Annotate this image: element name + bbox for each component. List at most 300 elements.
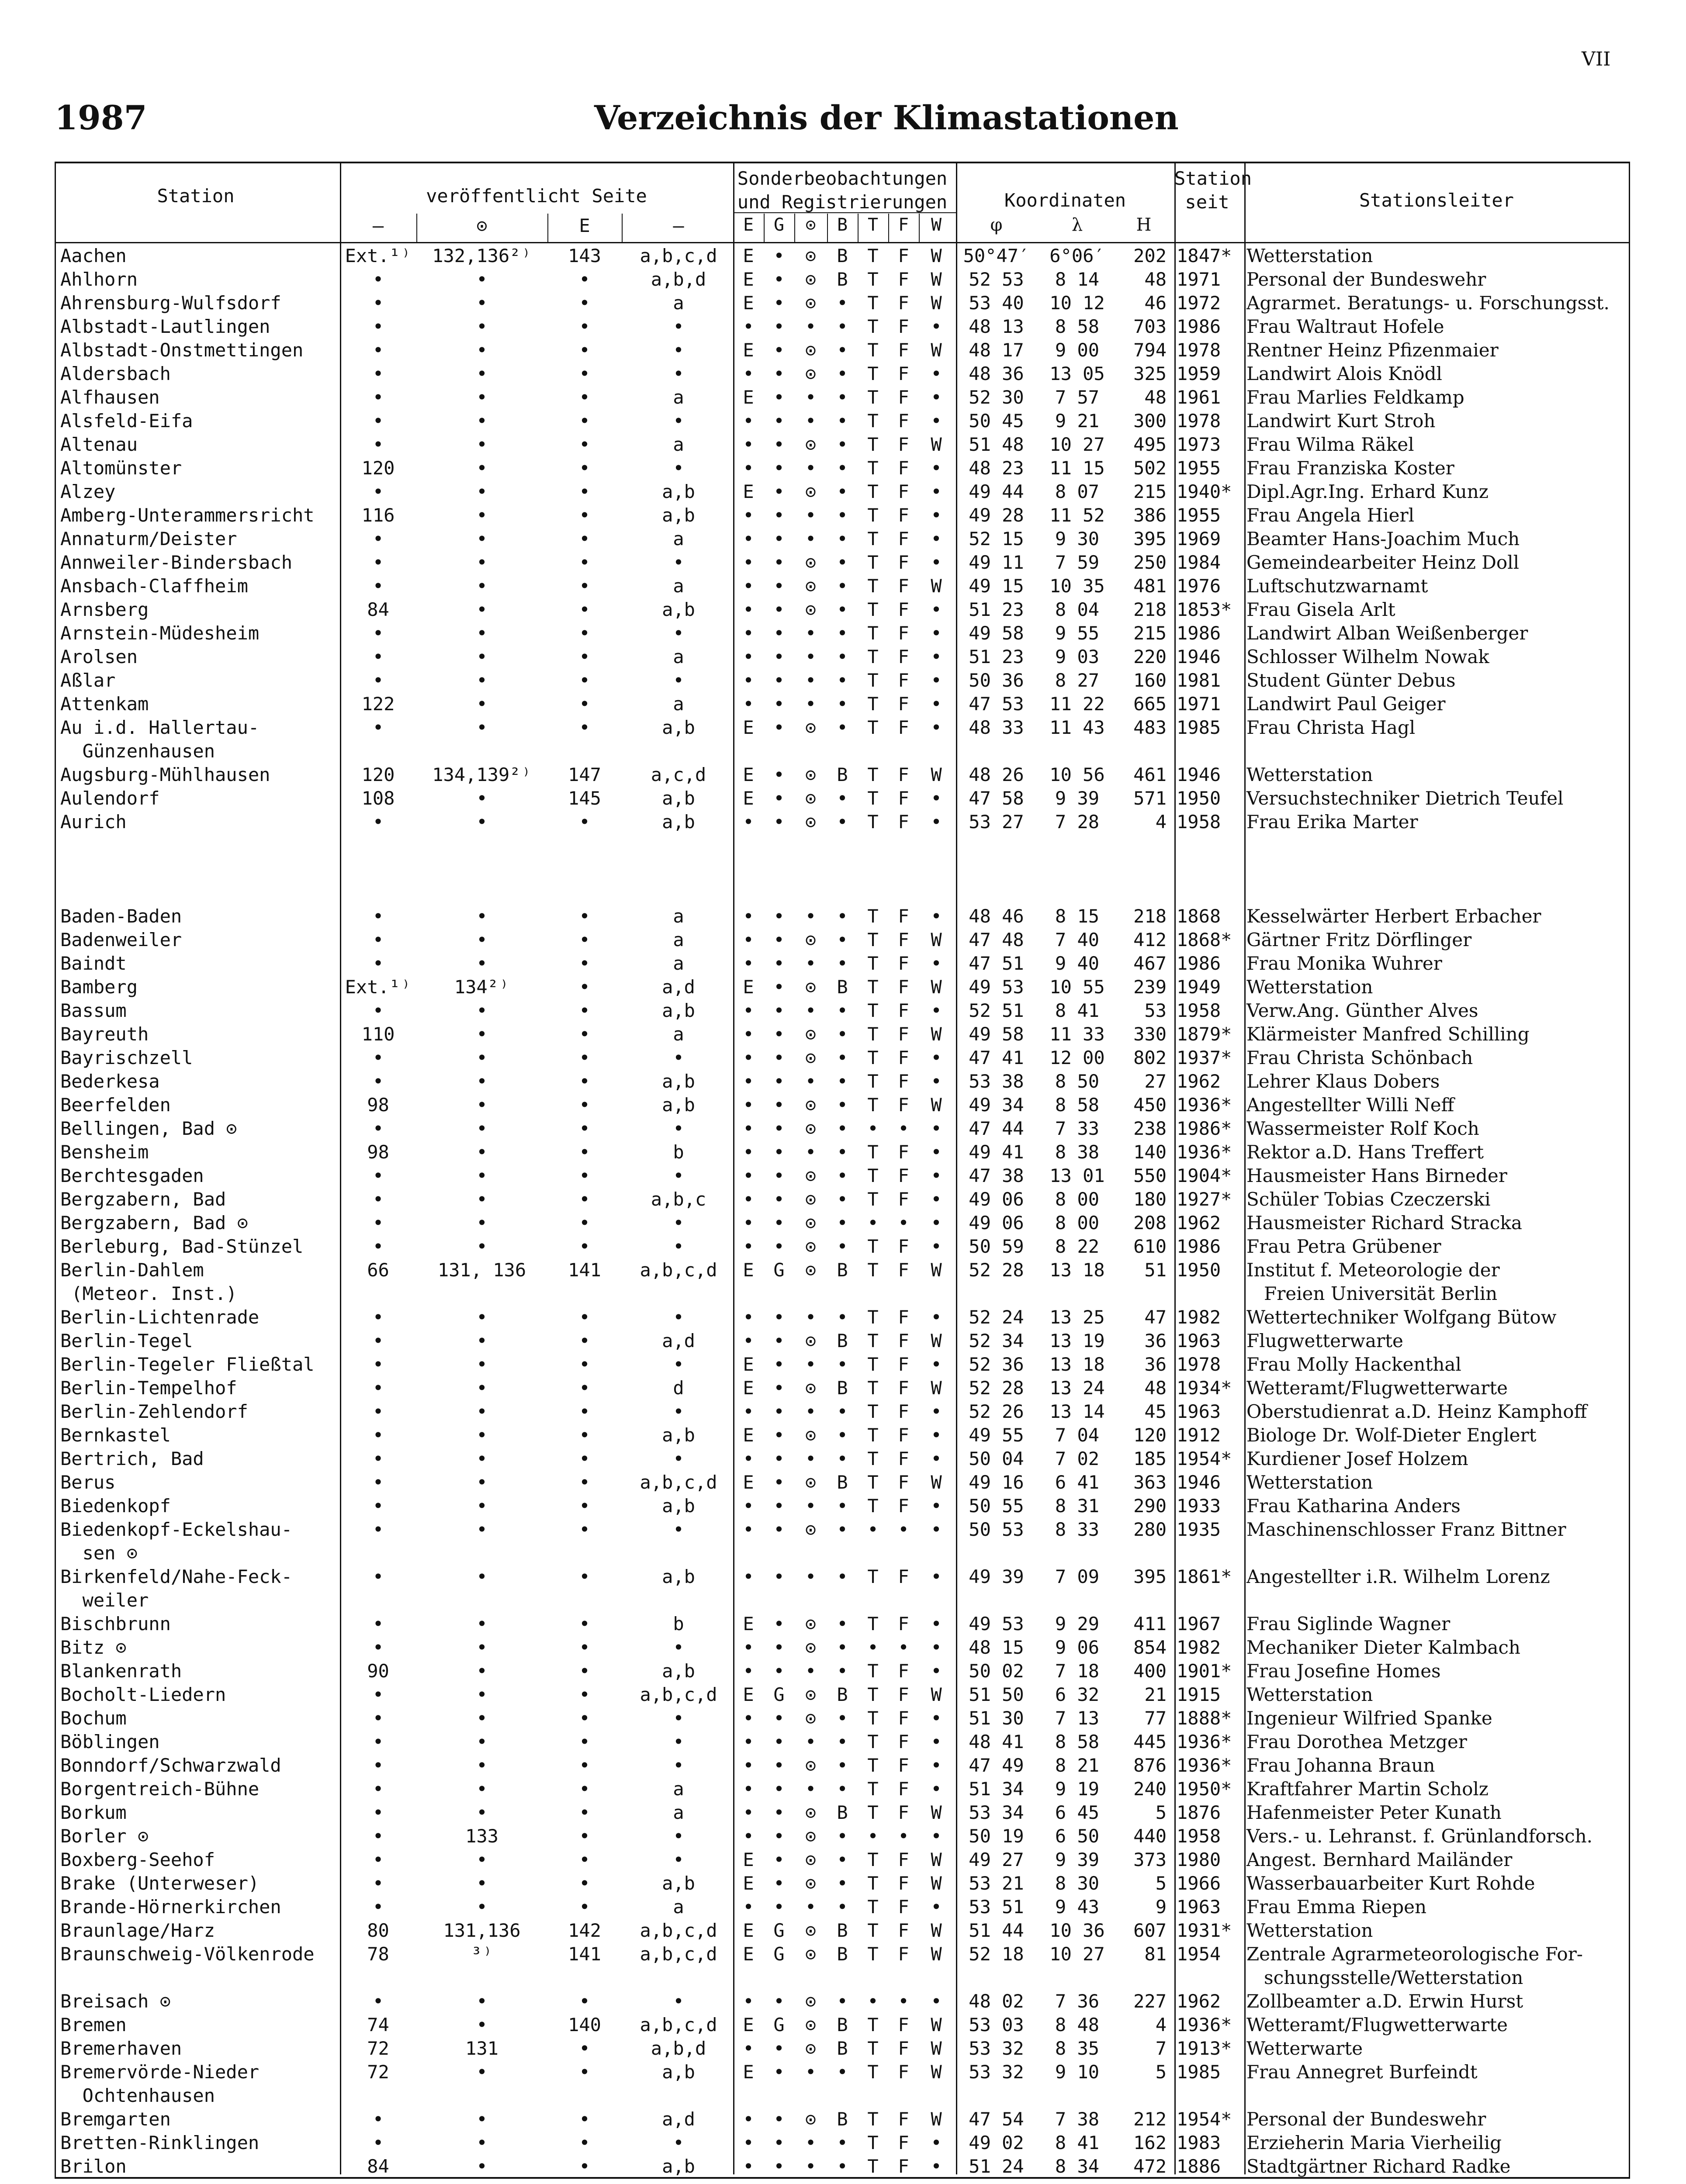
cell-since: 1986 bbox=[1177, 622, 1221, 644]
cell-lam: 8 04 bbox=[1055, 599, 1100, 620]
cell-phi: 53 27 bbox=[969, 811, 1024, 833]
cell-p1: • bbox=[372, 1047, 384, 1068]
cell-p3: • bbox=[579, 1424, 590, 1446]
cell-h: 412 bbox=[1133, 929, 1167, 950]
cell-t: T bbox=[867, 1259, 879, 1281]
cell-b: • bbox=[837, 1000, 848, 1021]
cell-e: • bbox=[743, 1118, 754, 1139]
cell-name: Bonndorf/Schwarzwald bbox=[60, 1755, 281, 1776]
cell-since: 1927* bbox=[1177, 1189, 1232, 1210]
cell-e: • bbox=[743, 622, 754, 644]
cell-f: • bbox=[898, 1212, 909, 1234]
cell-e: • bbox=[743, 905, 754, 927]
cell-g: • bbox=[773, 1472, 785, 1493]
cell-p2: • bbox=[476, 1189, 488, 1210]
cell-b: B bbox=[837, 764, 848, 785]
cell-p1: • bbox=[372, 552, 384, 573]
cell-s: • bbox=[805, 622, 817, 644]
cell-p4: • bbox=[673, 1118, 684, 1139]
cell-p4: • bbox=[673, 1637, 684, 1658]
cell-s: ⊙ bbox=[805, 1825, 817, 1847]
cell-t: T bbox=[867, 599, 879, 620]
cell-p3: • bbox=[579, 1047, 590, 1068]
cell-p4: • bbox=[673, 1047, 684, 1068]
cell-p1: • bbox=[372, 1802, 384, 1823]
cell-g: • bbox=[773, 1306, 785, 1328]
cell-p2: ³⁾ bbox=[471, 1943, 493, 1965]
cell-p1: • bbox=[372, 1472, 384, 1493]
cell-name: Borgentreich-Bühne bbox=[60, 1778, 260, 1800]
cell-p2: • bbox=[476, 1472, 488, 1493]
cell-h: 472 bbox=[1133, 2156, 1167, 2177]
cell-p1: 116 bbox=[361, 505, 395, 526]
cell-p1: • bbox=[372, 1613, 384, 1635]
cell-lam: 7 59 bbox=[1055, 552, 1100, 573]
cell-h: 238 bbox=[1133, 1118, 1167, 1139]
cell-f: F bbox=[898, 1495, 909, 1517]
cell-leader: schungsstelle/Wetterstation bbox=[1246, 1967, 1523, 1988]
cell-w: W bbox=[931, 1802, 942, 1823]
cell-w: • bbox=[931, 905, 942, 927]
cell-p4: • bbox=[673, 1755, 684, 1776]
cell-p1: • bbox=[372, 434, 384, 455]
cell-f: F bbox=[898, 1377, 909, 1399]
cell-leader: Landwirt Kurt Stroh bbox=[1246, 410, 1436, 432]
cell-f: • bbox=[898, 1118, 909, 1139]
cell-h: 140 bbox=[1133, 1141, 1167, 1163]
cell-p2: • bbox=[476, 788, 488, 809]
cell-t: T bbox=[867, 1755, 879, 1776]
cell-leader: Angestellter i.R. Wilhelm Lorenz bbox=[1246, 1566, 1550, 1587]
cell-w: W bbox=[931, 764, 942, 785]
cell-s: • bbox=[805, 2061, 817, 2083]
cell-h: 290 bbox=[1133, 1495, 1167, 1517]
cell-p2: 134,139²⁾ bbox=[432, 764, 532, 785]
cell-h: 202 bbox=[1133, 245, 1167, 266]
table-row bbox=[56, 1777, 1629, 1801]
cell-p3: • bbox=[579, 2038, 590, 2059]
cell-p3: • bbox=[579, 1707, 590, 1729]
cell-e: E bbox=[743, 717, 754, 738]
cell-f: F bbox=[898, 528, 909, 549]
cell-leader: Rentner Heinz Pfizenmaier bbox=[1246, 339, 1499, 361]
cell-p3: • bbox=[579, 1236, 590, 1257]
cell-since: 1949 bbox=[1177, 976, 1221, 998]
cell-name: Albstadt-Onstmettingen bbox=[60, 339, 304, 361]
cell-lam: 8 00 bbox=[1055, 1212, 1100, 1234]
cell-s: ⊙ bbox=[805, 1330, 817, 1351]
header-leader: Stationsleiter bbox=[1359, 190, 1514, 211]
cell-p4: a bbox=[673, 387, 684, 408]
cell-p2: • bbox=[476, 717, 488, 738]
cell-p1: • bbox=[372, 1118, 384, 1139]
cell-p2: • bbox=[476, 1118, 488, 1139]
cell-h: 450 bbox=[1133, 1094, 1167, 1116]
cell-w: W bbox=[931, 575, 942, 597]
cell-b: • bbox=[837, 1825, 848, 1847]
cell-e: • bbox=[743, 1212, 754, 1234]
cell-p1: 122 bbox=[361, 693, 395, 715]
cell-p3: • bbox=[579, 1071, 590, 1092]
cell-w: W bbox=[931, 1259, 942, 1281]
cell-name: Bretten-Rinklingen bbox=[60, 2132, 260, 2153]
cell-name: Badenweiler bbox=[60, 929, 182, 950]
cell-p3: • bbox=[579, 1141, 590, 1163]
cell-name: Arnstein-Müdesheim bbox=[60, 622, 260, 644]
cell-p4: a,b bbox=[662, 811, 695, 833]
cell-e: E bbox=[743, 1259, 754, 1281]
cell-leader: Zollbeamter a.D. Erwin Hurst bbox=[1246, 1990, 1523, 2012]
table-row bbox=[56, 928, 1629, 952]
cell-b: • bbox=[837, 387, 848, 408]
cell-e: • bbox=[743, 1306, 754, 1328]
cell-p1: • bbox=[372, 1401, 384, 1422]
cell-name: Berlin-Dahlem bbox=[60, 1259, 204, 1281]
cell-name: Bochum bbox=[60, 1707, 127, 1729]
cell-f: F bbox=[898, 575, 909, 597]
cell-lam: 9 10 bbox=[1055, 2061, 1100, 2083]
cell-p4: a,b bbox=[662, 505, 695, 526]
cell-since: 1978 bbox=[1177, 339, 1221, 361]
cell-h: 363 bbox=[1133, 1472, 1167, 1493]
cell-phi: 51 48 bbox=[969, 434, 1024, 455]
cell-p2: • bbox=[476, 1000, 488, 1021]
cell-since: 1936* bbox=[1177, 1141, 1232, 1163]
cell-s: ⊙ bbox=[805, 363, 817, 384]
cell-phi: 49 53 bbox=[969, 976, 1024, 998]
cell-e: E bbox=[743, 788, 754, 809]
cell-p2: • bbox=[476, 1637, 488, 1658]
cell-p1: • bbox=[372, 269, 384, 290]
cell-p2: • bbox=[476, 2156, 488, 2177]
cell-p1: • bbox=[372, 1707, 384, 1729]
cell-g: • bbox=[773, 387, 785, 408]
cell-since: 1935 bbox=[1177, 1519, 1221, 1540]
cell-f: F bbox=[898, 1071, 909, 1092]
cell-h: 280 bbox=[1133, 1519, 1167, 1540]
cell-s: ⊙ bbox=[805, 1802, 817, 1823]
cell-name: Borkum bbox=[60, 1802, 127, 1823]
cell-p3: • bbox=[579, 693, 590, 715]
cell-since: 1913* bbox=[1177, 2038, 1232, 2059]
cell-p2: • bbox=[476, 1094, 488, 1116]
cell-leader: Frau Waltraut Hofele bbox=[1246, 316, 1444, 337]
cell-h: 36 bbox=[1144, 1354, 1167, 1375]
cell-name: Brilon bbox=[60, 2156, 127, 2177]
cell-phi: 53 51 bbox=[969, 1896, 1024, 1918]
cell-s: • bbox=[805, 693, 817, 715]
cell-leader: Versuchstechniker Dietrich Teufel bbox=[1246, 788, 1564, 809]
cell-w: • bbox=[931, 1731, 942, 1752]
cell-p4: • bbox=[673, 1306, 684, 1328]
cell-leader: Schüler Tobias Czeczerski bbox=[1246, 1189, 1491, 1210]
cell-s: ⊙ bbox=[805, 2108, 817, 2130]
cell-h: 220 bbox=[1133, 646, 1167, 667]
cell-e: • bbox=[743, 1896, 754, 1918]
cell-e: E bbox=[743, 481, 754, 502]
cell-t: T bbox=[867, 1566, 879, 1587]
cell-leader: Zentrale Agrarmeteorologische For- bbox=[1246, 1943, 1583, 1965]
cell-p4: • bbox=[673, 1165, 684, 1186]
cell-p4: a,b bbox=[662, 1000, 695, 1021]
cell-p3: • bbox=[579, 1519, 590, 1540]
cell-p3: • bbox=[579, 575, 590, 597]
cell-s: ⊙ bbox=[805, 1990, 817, 2012]
cell-since: 1868* bbox=[1177, 929, 1232, 950]
cell-w: • bbox=[931, 622, 942, 644]
cell-p2: • bbox=[476, 1566, 488, 1587]
cell-f: F bbox=[898, 410, 909, 432]
cell-h: 411 bbox=[1133, 1613, 1167, 1635]
cell-p3: • bbox=[579, 434, 590, 455]
cell-phi: 49 55 bbox=[969, 1424, 1024, 1446]
cell-lam: 11 43 bbox=[1049, 717, 1105, 738]
cell-p2: • bbox=[476, 1731, 488, 1752]
cell-leader: Flugwetterwarte bbox=[1246, 1330, 1403, 1351]
cell-leader: Wetteramt/Flugwetterwarte bbox=[1246, 2014, 1508, 2035]
cell-h: 218 bbox=[1133, 905, 1167, 927]
cell-phi: 53 03 bbox=[969, 2014, 1024, 2035]
cell-h: 77 bbox=[1144, 1707, 1167, 1729]
cell-g: • bbox=[773, 1802, 785, 1823]
table-row bbox=[56, 999, 1629, 1023]
cell-phi: 47 48 bbox=[969, 929, 1024, 950]
cell-f: F bbox=[898, 953, 909, 974]
sub-rule bbox=[733, 212, 956, 213]
cell-leader: Wetteramt/Flugwetterwarte bbox=[1246, 1377, 1508, 1399]
cell-f: F bbox=[898, 1755, 909, 1776]
cell-h: 185 bbox=[1133, 1448, 1167, 1469]
cell-b: • bbox=[837, 1613, 848, 1635]
cell-p3: • bbox=[579, 622, 590, 644]
cell-s: ⊙ bbox=[805, 575, 817, 597]
cell-g: • bbox=[773, 1495, 785, 1517]
cell-p4: • bbox=[673, 1212, 684, 1234]
cell-e: • bbox=[743, 528, 754, 549]
cell-lam: 8 22 bbox=[1055, 1236, 1100, 1257]
cell-b: • bbox=[837, 1778, 848, 1800]
cell-lam: 8 58 bbox=[1055, 316, 1100, 337]
cell-since: 1946 bbox=[1177, 646, 1221, 667]
cell-since: 1955 bbox=[1177, 457, 1221, 479]
cell-e: • bbox=[743, 1094, 754, 1116]
cell-g: • bbox=[773, 1566, 785, 1587]
cell-b: B bbox=[837, 1330, 848, 1351]
cell-p4: a bbox=[673, 528, 684, 549]
cell-p3: • bbox=[579, 599, 590, 620]
cell-w: • bbox=[931, 505, 942, 526]
table-row bbox=[56, 480, 1629, 504]
cell-phi: 49 53 bbox=[969, 1613, 1024, 1635]
cell-since: 1982 bbox=[1177, 1637, 1221, 1658]
cell-since: 1950 bbox=[1177, 1259, 1221, 1281]
cell-w: • bbox=[931, 1755, 942, 1776]
cell-e: • bbox=[743, 2108, 754, 2130]
cell-name: Biedenkopf bbox=[60, 1495, 171, 1517]
cell-p3: • bbox=[579, 1448, 590, 1469]
cell-p2: • bbox=[476, 1495, 488, 1517]
cell-s: ⊙ bbox=[805, 1613, 817, 1635]
cell-t: T bbox=[867, 245, 879, 266]
cell-since: 1888* bbox=[1177, 1707, 1232, 1729]
cell-b: • bbox=[837, 2061, 848, 2083]
cell-w: • bbox=[931, 1519, 942, 1540]
cell-p3: • bbox=[579, 2132, 590, 2153]
cell-f: F bbox=[898, 1802, 909, 1823]
cell-leader: Institut f. Meteorologie der bbox=[1246, 1259, 1500, 1281]
cell-t: T bbox=[867, 1094, 879, 1116]
cell-since: 1934* bbox=[1177, 1377, 1232, 1399]
cell-p2: • bbox=[476, 1165, 488, 1186]
cell-g: • bbox=[773, 316, 785, 337]
cell-h: 665 bbox=[1133, 693, 1167, 715]
cell-p2: • bbox=[476, 552, 488, 573]
cell-t: T bbox=[867, 1896, 879, 1918]
cell-h: 386 bbox=[1133, 505, 1167, 526]
cell-s: • bbox=[805, 2132, 817, 2153]
cell-leader: Stadtgärtner Richard Radke bbox=[1246, 2156, 1511, 2177]
table-row bbox=[56, 244, 1629, 268]
cell-lam: 7 04 bbox=[1055, 1424, 1100, 1446]
cell-p4: a,b bbox=[662, 1495, 695, 1517]
cell-e: • bbox=[743, 1401, 754, 1422]
cell-t: T bbox=[867, 387, 879, 408]
cell-e: • bbox=[743, 1330, 754, 1351]
cell-since: 1940* bbox=[1177, 481, 1232, 502]
table-row bbox=[56, 1306, 1629, 1329]
cell-p3: 141 bbox=[568, 1259, 601, 1281]
cell-leader: Wettertechniker Wolfgang Bütow bbox=[1246, 1306, 1557, 1328]
cell-name: Berchtesgaden bbox=[60, 1165, 204, 1186]
cell-p4: a bbox=[673, 1802, 684, 1823]
cell-h: 53 bbox=[1144, 1000, 1167, 1021]
cell-p2: • bbox=[476, 387, 488, 408]
cell-t: T bbox=[867, 1071, 879, 1092]
cell-p3: • bbox=[579, 528, 590, 549]
cell-p2: • bbox=[476, 339, 488, 361]
cell-f: F bbox=[898, 1189, 909, 1210]
cell-w: • bbox=[931, 2156, 942, 2177]
cell-b: B bbox=[837, 2108, 848, 2130]
sub-rule bbox=[794, 214, 795, 242]
cell-phi: 49 28 bbox=[969, 505, 1024, 526]
cell-name: Aßlar bbox=[60, 670, 116, 691]
cell-lam: 9 19 bbox=[1055, 1778, 1100, 1800]
table-row bbox=[56, 1990, 1629, 2013]
cell-p3: • bbox=[579, 1495, 590, 1517]
cell-t: T bbox=[867, 292, 879, 314]
cell-leader: Beamter Hans-Joachim Much bbox=[1246, 528, 1520, 549]
cell-leader: Personal der Bundeswehr bbox=[1246, 269, 1486, 290]
sub-rule bbox=[547, 214, 548, 242]
cell-p4: a,b bbox=[662, 788, 695, 809]
cell-p4: • bbox=[673, 339, 684, 361]
cell-t: T bbox=[867, 2108, 879, 2130]
cell-lam: 7 38 bbox=[1055, 2108, 1100, 2130]
cell-phi: 48 02 bbox=[969, 1990, 1024, 2012]
cell-t: T bbox=[867, 410, 879, 432]
cell-w: W bbox=[931, 2108, 942, 2130]
cell-e: • bbox=[743, 505, 754, 526]
cell-e: E bbox=[743, 339, 754, 361]
table-row bbox=[56, 1046, 1629, 1070]
cell-p1: 98 bbox=[367, 1141, 389, 1163]
cell-lam: 8 48 bbox=[1055, 2014, 1100, 2035]
cell-phi: 49 06 bbox=[969, 1212, 1024, 1234]
cell-b: • bbox=[837, 599, 848, 620]
cell-t: T bbox=[867, 811, 879, 833]
cell-w: W bbox=[931, 1873, 942, 1894]
cell-p1: 108 bbox=[361, 788, 395, 809]
cell-since: 1984 bbox=[1177, 552, 1221, 573]
cell-t: • bbox=[867, 1990, 879, 2012]
cell-e: • bbox=[743, 363, 754, 384]
cell-since: 1962 bbox=[1177, 1071, 1221, 1092]
cell-p3: • bbox=[579, 1825, 590, 1847]
cell-e: • bbox=[743, 670, 754, 691]
cell-g: • bbox=[773, 788, 785, 809]
cell-g: • bbox=[773, 2108, 785, 2130]
cell-b: • bbox=[837, 552, 848, 573]
cell-phi: 53 40 bbox=[969, 292, 1024, 314]
cell-phi: 49 15 bbox=[969, 575, 1024, 597]
cell-t: T bbox=[867, 2061, 879, 2083]
cell-since: 1937* bbox=[1177, 1047, 1232, 1068]
cell-p2: • bbox=[476, 2014, 488, 2035]
cell-w: • bbox=[931, 1165, 942, 1186]
cell-phi: 47 44 bbox=[969, 1118, 1024, 1139]
cell-f: F bbox=[898, 811, 909, 833]
cell-leader: Kesselwärter Herbert Erbacher bbox=[1246, 905, 1541, 927]
cell-t: T bbox=[867, 788, 879, 809]
sub-rule bbox=[919, 214, 920, 242]
cell-name: Bocholt-Liedern bbox=[60, 1684, 226, 1705]
cell-lam: 11 33 bbox=[1049, 1023, 1105, 1045]
header-special: Sonderbeobachtungen und Registrierungen bbox=[737, 168, 948, 213]
cell-f: F bbox=[898, 387, 909, 408]
table-row bbox=[56, 1942, 1629, 1966]
cell-g: • bbox=[773, 1071, 785, 1092]
cell-s: ⊙ bbox=[805, 1118, 817, 1139]
cell-phi: 49 58 bbox=[969, 622, 1024, 644]
cell-name: Alfhausen bbox=[60, 387, 160, 408]
cell-p2: • bbox=[476, 1047, 488, 1068]
header-special-sub: G bbox=[773, 215, 785, 235]
table-row bbox=[56, 2037, 1629, 2060]
cell-h: 395 bbox=[1133, 528, 1167, 549]
cell-p1: • bbox=[372, 1849, 384, 1870]
cell-b: B bbox=[837, 269, 848, 290]
cell-phi: 48 33 bbox=[969, 717, 1024, 738]
cell-p1: 84 bbox=[367, 2156, 389, 2177]
cell-f: F bbox=[898, 1236, 909, 1257]
table-row bbox=[56, 881, 1629, 905]
cell-g: • bbox=[773, 1236, 785, 1257]
cell-f: F bbox=[898, 1141, 909, 1163]
cell-name: (Meteor. Inst.) bbox=[60, 1283, 237, 1304]
table-row bbox=[56, 857, 1629, 881]
cell-p1: • bbox=[372, 481, 384, 502]
cell-p2: • bbox=[476, 528, 488, 549]
cell-t: T bbox=[867, 1731, 879, 1752]
cell-phi: 49 34 bbox=[969, 1094, 1024, 1116]
cell-f: F bbox=[898, 505, 909, 526]
cell-p2: • bbox=[476, 1330, 488, 1351]
cell-e: E bbox=[743, 1943, 754, 1965]
cell-name: Alzey bbox=[60, 481, 116, 502]
cell-b: • bbox=[837, 2132, 848, 2153]
cell-name: Aachen bbox=[60, 245, 127, 266]
